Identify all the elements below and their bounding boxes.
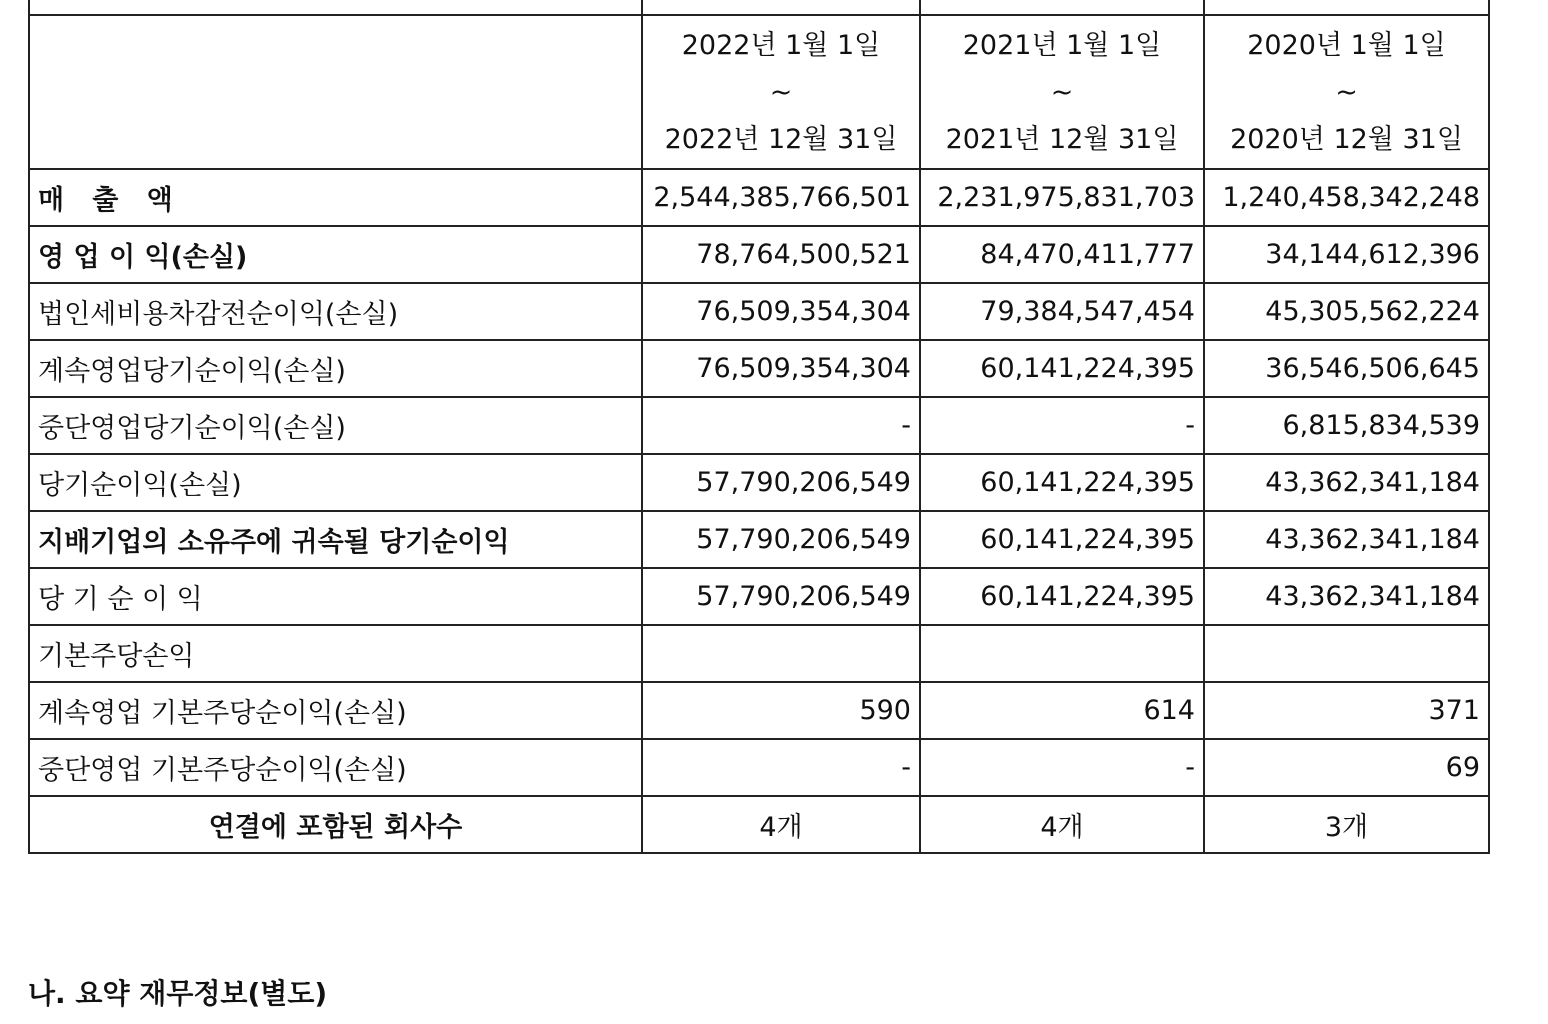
- period-start: 2022년 1월 1일: [681, 29, 881, 61]
- row-value-2020: 43,362,341,184: [1204, 454, 1489, 511]
- row-value-2021: 614: [920, 682, 1204, 739]
- period-separator: ~: [1335, 76, 1358, 108]
- period-end: 2022년 12월 31일: [664, 123, 898, 155]
- period-header-2021: [920, 15, 1204, 169]
- row-label: 중단영업당기순이익(손실): [29, 397, 642, 454]
- row-value-2020: 6,815,834,539: [1204, 397, 1489, 454]
- row-label: 중단영업 기본주당순이익(손실): [29, 739, 642, 796]
- row-value-2021: 4개: [920, 796, 1204, 853]
- table-row-discontinued-eps: [29, 739, 1489, 796]
- row-label: 매 출 액: [29, 169, 642, 226]
- row-label: 당기순이익(손실): [29, 454, 642, 511]
- row-value-2022: -: [642, 397, 920, 454]
- row-label: 계속영업당기순이익(손실): [29, 340, 642, 397]
- row-value-2022: 57,790,206,549: [642, 568, 920, 625]
- row-value-2020: 45,305,562,224: [1204, 283, 1489, 340]
- table-row-consolidated-companies: [29, 796, 1489, 853]
- table-cell: [1204, 0, 1489, 15]
- period-end: 2020년 12월 31일: [1230, 123, 1463, 155]
- row-label: 계속영업 기본주당순이익(손실): [29, 682, 642, 739]
- row-label: 기본주당손익: [29, 625, 642, 682]
- row-value-2020: 371: [1204, 682, 1489, 739]
- period-separator: ~: [1050, 76, 1074, 108]
- table-top-partial-row: [29, 0, 1489, 15]
- row-value-2021: -: [920, 397, 1204, 454]
- period-header-2020: [1204, 15, 1489, 169]
- table-cell: [29, 0, 642, 15]
- period-end: 2021년 12월 31일: [945, 123, 1179, 155]
- row-label: 지배기업의 소유주에 귀속될 당기순이익: [29, 511, 642, 568]
- row-label: 영 업 이 익(손실): [29, 226, 642, 283]
- section-title: 나. 요약 재무정보(별도): [28, 977, 328, 1010]
- period-start: 2021년 1월 1일: [962, 29, 1162, 61]
- row-value-2021: 60,141,224,395: [920, 454, 1204, 511]
- table-row-continuing-eps: [29, 682, 1489, 739]
- period-start: 2020년 1월 1일: [1247, 29, 1446, 61]
- row-value-2022: [642, 625, 920, 682]
- table-row-operating-income: [29, 226, 1489, 283]
- row-value-2022: 4개: [642, 796, 920, 853]
- row-value-2020: 43,362,341,184: [1204, 568, 1489, 625]
- period-separator: ~: [769, 76, 793, 108]
- row-label: 법인세비용차감전순이익(손실): [29, 283, 642, 340]
- row-value-2021: [920, 625, 1204, 682]
- row-value-2021: 2,231,975,831,703: [920, 169, 1204, 226]
- row-value-2022: 590: [642, 682, 920, 739]
- row-value-2020: 1,240,458,342,248: [1204, 169, 1489, 226]
- row-value-2021: 60,141,224,395: [920, 568, 1204, 625]
- row-label: 당 기 순 이 익: [29, 568, 642, 625]
- row-value-2021: -: [920, 739, 1204, 796]
- row-value-2022: -: [642, 739, 920, 796]
- row-value-2022: 76,509,354,304: [642, 340, 920, 397]
- row-value-2020: 3개: [1204, 796, 1489, 853]
- table-cell: [642, 0, 920, 15]
- row-value-2021: 79,384,547,454: [920, 283, 1204, 340]
- row-value-2021: 60,141,224,395: [920, 511, 1204, 568]
- row-value-2020: 69: [1204, 739, 1489, 796]
- row-value-2020: 34,144,612,396: [1204, 226, 1489, 283]
- row-value-2020: [1204, 625, 1489, 682]
- period-header-2022: [642, 15, 920, 169]
- row-value-2022: 76,509,354,304: [642, 283, 920, 340]
- table-row-revenue: [29, 169, 1489, 226]
- financial-summary-table: [28, 0, 1490, 854]
- row-value-2021: 60,141,224,395: [920, 340, 1204, 397]
- row-label: 연결에 포함된 회사수: [29, 796, 642, 853]
- row-value-2022: 78,764,500,521: [642, 226, 920, 283]
- row-value-2020: 36,546,506,645: [1204, 340, 1489, 397]
- row-value-2022: 57,790,206,549: [642, 454, 920, 511]
- period-header-row: [29, 15, 1489, 169]
- table-row-owner-net-income: [29, 511, 1489, 568]
- table-row-pretax-income: [29, 283, 1489, 340]
- table-row-discontinued-net-income: [29, 397, 1489, 454]
- row-value-2022: 2,544,385,766,501: [642, 169, 920, 226]
- period-header-blank: [29, 15, 642, 169]
- table-cell: [920, 0, 1204, 15]
- table-row-net-income: [29, 454, 1489, 511]
- row-value-2020: 43,362,341,184: [1204, 511, 1489, 568]
- row-value-2022: 57,790,206,549: [642, 511, 920, 568]
- table-row-continuing-net-income: [29, 340, 1489, 397]
- row-value-2021: 84,470,411,777: [920, 226, 1204, 283]
- table-row-basic-eps-header: [29, 625, 1489, 682]
- table-row-net-income-total: [29, 568, 1489, 625]
